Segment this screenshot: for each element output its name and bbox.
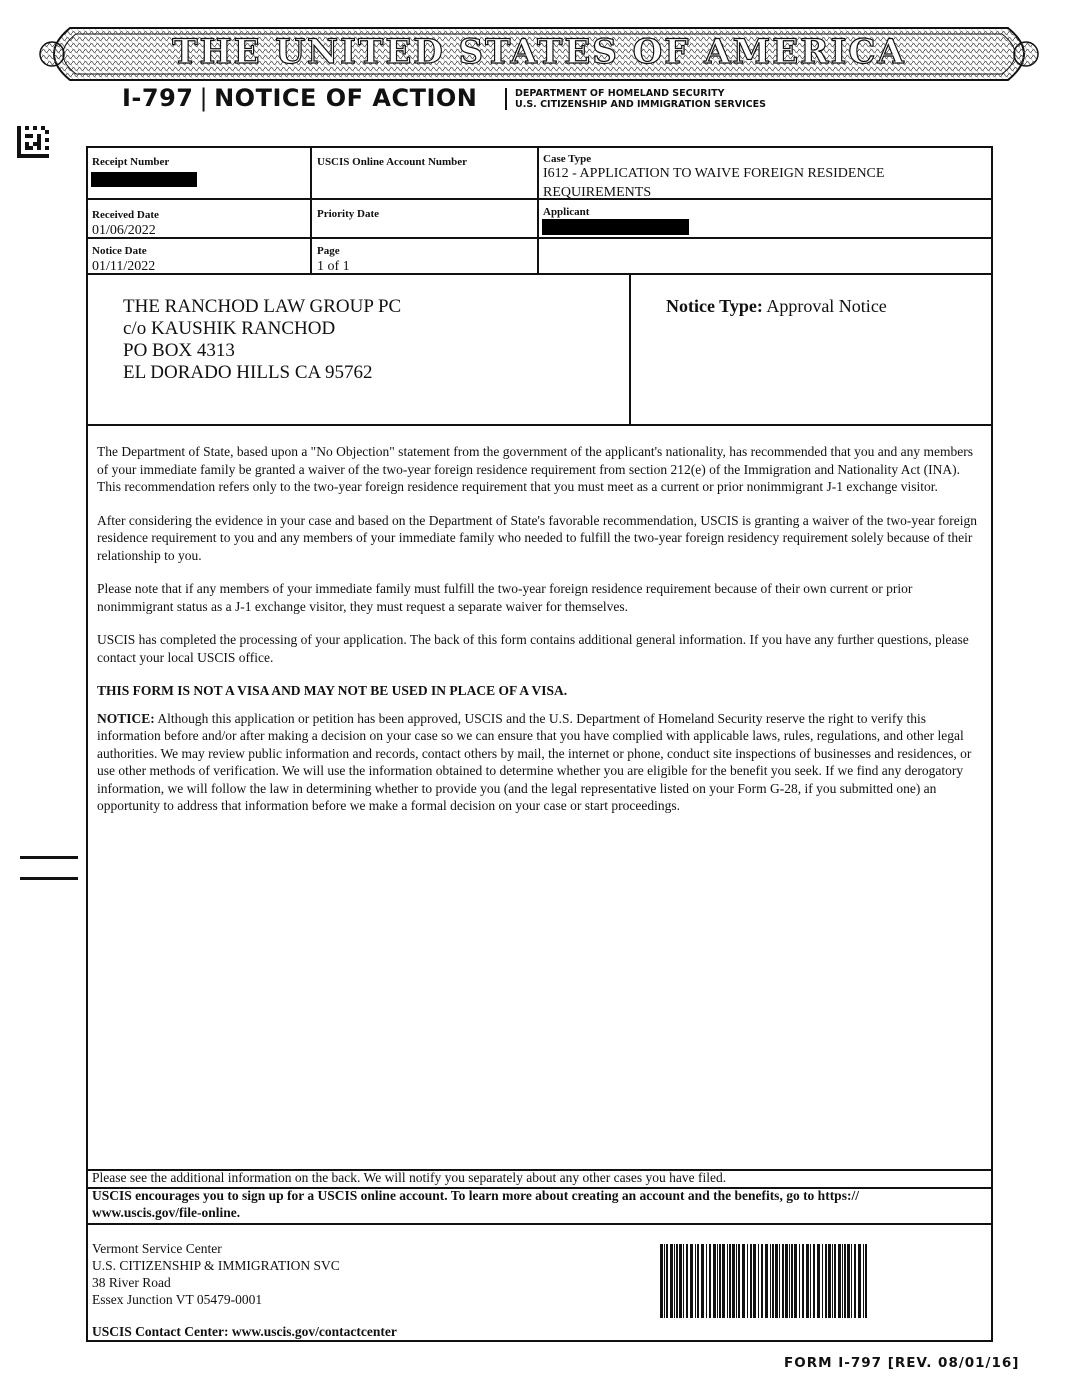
applicant-label: Applicant [543, 206, 590, 218]
account-number-label: USCIS Online Account Number [317, 156, 468, 168]
barcode-bar [775, 1244, 778, 1318]
barcode-bar [686, 1244, 688, 1318]
notice-date-label: Notice Date [92, 245, 147, 257]
online-account-link[interactable]: www.uscis.gov/file-online. [92, 1205, 241, 1220]
case-type-value-line2: REQUIREMENTS [543, 185, 652, 200]
notice-text: Although this application or petition has been approved, USCIS and the U.S. Department of Homeland Security reserve the right to verify this information before and/or after making a decision on your case so we can ensure that you have complied with applicable laws, rules, regulations, and other legal authorities. We may review public information and records, contact others by mail, the internet or phone, conduct site inspections of businesses and residences, or use other methods of verification. We will use the information obtained to determine whether you are eligible for the benefit you seek. If we find any derogatory information, we will follow the law in determining whether to provide you (and the legal representative listed on your Form G-28, if you submitted one) an opportunity to address that information before we make a formal decision on your case or start proceedings. [97, 710, 972, 813]
barcode-bar [813, 1244, 815, 1318]
service-center-line: Vermont Service Center [92, 1241, 222, 1256]
barcode-bar [779, 1244, 780, 1318]
address-line: EL DORADO HILLS CA 95762 [123, 362, 373, 383]
service-center-line: U.S. CITIZENSHIP & IMMIGRATION SVC [92, 1258, 340, 1273]
barcode-bar [676, 1244, 678, 1318]
barcode-bar [782, 1244, 784, 1318]
barcode-bar [865, 1244, 867, 1318]
form-revision-id: FORM I-797 [REV. 08/01/16] [784, 1355, 1020, 1371]
verification-notice [97, 710, 987, 815]
address-line: c/o KAUSHIK RANCHOD [123, 318, 336, 339]
case-type-label: Case Type [543, 153, 592, 165]
service-center-line: Essex Junction VT 05479-0001 [92, 1292, 263, 1307]
address-line: PO BOX 4313 [123, 340, 235, 361]
barcode-bar [863, 1244, 864, 1318]
barcode-bar [838, 1244, 841, 1318]
barcode-bar [770, 1244, 771, 1318]
barcode-bar [683, 1244, 684, 1318]
service-center-line: 38 River Road [92, 1275, 171, 1290]
agency-name: U.S. CITIZENSHIP AND IMMIGRATION SERVICES [515, 99, 766, 110]
barcode-bar [847, 1244, 850, 1318]
receipt-number-label: Receipt Number [92, 156, 170, 168]
barcode-bar [854, 1244, 856, 1318]
barcode-bar [825, 1244, 827, 1318]
barcode-bar [842, 1244, 843, 1318]
barcode-bar [753, 1244, 756, 1318]
page-label: Page [317, 245, 340, 257]
barcode-bar [722, 1244, 725, 1318]
department-name: DEPARTMENT OF HOMELAND SECURITY [515, 88, 725, 99]
barcode-bar [736, 1244, 737, 1318]
banner [30, 24, 1048, 84]
contact-center-link[interactable]: USCIS Contact Center: www.uscis.gov/contactcenter [92, 1324, 397, 1339]
notice-label: NOTICE: [97, 710, 155, 726]
barcode-bar [817, 1244, 820, 1318]
notice-type-value: Approval Notice [766, 296, 887, 316]
barcode-bar [747, 1244, 748, 1318]
barcode-bar [690, 1244, 693, 1318]
margin-mark [20, 856, 78, 859]
margin-mark [20, 877, 78, 880]
barcode-bar [664, 1244, 665, 1318]
form-number: I-797 [122, 84, 194, 112]
title-divider [505, 88, 507, 110]
barcode-bar [851, 1244, 852, 1318]
body-paragraph: The Department of State, based upon a "No Objection" statement from the government of the applicant's nationality, has recommended that you and any members of your immediate family be granted a waiver of the two-year foreign residence requirement from section 212(e) of the Immigration and Nationality Act (INA). This recommendation refers only to the two-year foreign residence requirement that you must meet as a current or prior nonimmigrant J-1 exchange visitor. [97, 444, 973, 494]
grid-line [86, 237, 993, 239]
barcode-bar [660, 1244, 663, 1318]
body-paragraph: Please note that if any members of your immediate family must fulfill the two-year foreign residence requirement because of their own current or prior nonimmigrant status as a J-1 exchange visitor, they must request a separate waiver for themselves. [97, 581, 913, 614]
barcode-bar [791, 1244, 793, 1318]
barcode-bar [761, 1244, 763, 1318]
barcode-bar [789, 1244, 790, 1318]
barcode-bar [785, 1244, 788, 1318]
barcode-bar [697, 1244, 699, 1318]
grid-line [310, 146, 312, 274]
notice-type [666, 296, 887, 317]
barcode-bar [695, 1244, 696, 1318]
barcode-bar [822, 1244, 823, 1318]
barcode-bar [713, 1244, 716, 1318]
barcode-bar [670, 1244, 673, 1318]
barcode-bar [709, 1244, 711, 1318]
grid-line [86, 198, 993, 200]
barcode-bar [758, 1244, 759, 1318]
department-block [515, 88, 766, 110]
barcode-bar [717, 1244, 718, 1318]
grid-line [86, 273, 993, 275]
grid-line [629, 273, 631, 425]
barcode-bar [802, 1244, 804, 1318]
barcode-bar [834, 1244, 836, 1318]
barcode-bar [772, 1244, 774, 1318]
barcode-bar [729, 1244, 731, 1318]
barcode-bar [674, 1244, 675, 1318]
form-title: I-797 | NOTICE OF ACTION [122, 84, 478, 112]
banner-title: THE UNITED STATES OF AMERICA [172, 32, 906, 72]
barcode-bar [844, 1244, 846, 1318]
form-name: NOTICE OF ACTION [214, 84, 478, 112]
barcode-bar [666, 1244, 668, 1318]
address-line: THE RANCHOD LAW GROUP PC [123, 296, 402, 317]
barcode-bar [742, 1244, 745, 1318]
barcode-bar [706, 1244, 707, 1318]
notice-body [97, 443, 987, 831]
barcode-bar [750, 1244, 752, 1318]
barcode-bar [732, 1244, 735, 1318]
notice-type-label: Notice Type: [666, 296, 763, 316]
barcode-bar [794, 1244, 797, 1318]
barcode-bar [810, 1244, 811, 1318]
datamatrix-code [17, 126, 49, 158]
additional-info-note: Please see the additional information on the back. We will notify you separately about any other cases you have filed. [92, 1170, 727, 1185]
barcode-bar [701, 1244, 704, 1318]
mailing-address [123, 296, 401, 384]
barcode-bar [679, 1244, 682, 1318]
grid-line [86, 424, 993, 426]
service-center-address [92, 1240, 340, 1308]
body-paragraph: USCIS has completed the processing of your application. The back of this form contains additional general information. If you have any further questions, please contact your local USCIS office. [97, 632, 969, 665]
received-date-value: 01/06/2022 [92, 223, 156, 238]
body-paragraph: After considering the evidence in your case and based on the Department of State's favorable recommendation, USCIS is granting a waiver of the two-year foreign residence requirement to you and any members of your immediate family who needed to fulfill the two-year foreign residency requirement solely because of their relationship to you. [97, 512, 978, 563]
barcode-bar [765, 1244, 768, 1318]
barcode-bar [806, 1244, 809, 1318]
barcode-bar [727, 1244, 728, 1318]
barcode-bar [799, 1244, 800, 1318]
barcode-bar [738, 1244, 740, 1318]
online-account-line1: USCIS encourages you to sign up for a USCIS online account. To learn more about creating an account and the benefits, go to https:// [92, 1188, 859, 1203]
grid-line [86, 1223, 993, 1225]
applicant-redacted [542, 219, 689, 235]
case-type-value-line1: I612 - APPLICATION TO WAIVE FOREIGN RESIDENCE [543, 166, 885, 181]
barcode-bar [719, 1244, 721, 1318]
grid-line [537, 146, 539, 274]
page-value: 1 of 1 [317, 259, 350, 274]
barcode-bar [858, 1244, 861, 1318]
visa-warning: THIS FORM IS NOT A VISA AND MAY NOT BE USED IN PLACE OF A VISA. [97, 683, 568, 698]
notice-date-value: 01/11/2022 [92, 259, 156, 274]
receipt-number-redacted [91, 172, 197, 187]
barcode-bar [832, 1244, 833, 1318]
barcode-bar [828, 1244, 831, 1318]
priority-date-label: Priority Date [317, 208, 379, 220]
barcode [660, 1244, 870, 1318]
received-date-label: Received Date [92, 209, 159, 221]
